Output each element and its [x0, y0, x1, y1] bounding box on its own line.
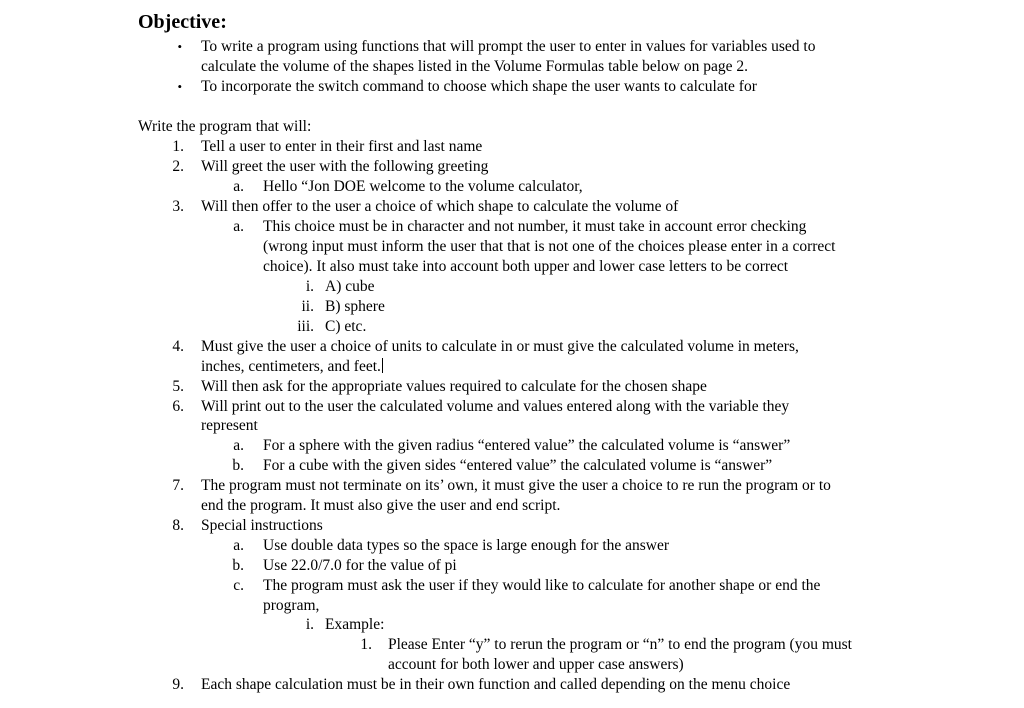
step-4-line-2: inches, centimeters, and feet.: [201, 358, 381, 375]
step-4-line-1: Must give the user a choice of units to calculate in or must give the calculated volume in meters,: [201, 338, 799, 355]
objective-1-line-2: calculate the volume of the shapes listed in the Volume Formulas table below on page 2.: [201, 58, 748, 75]
sub-item-letter: b.: [232, 557, 244, 574]
choice-etc: C) etc.: [325, 318, 367, 335]
choice-cube: A) cube: [325, 278, 375, 295]
step-8b-text: Use 22.0/7.0 for the value of pi: [263, 557, 457, 574]
roman-numeral: i.: [305, 616, 314, 633]
roman-numeral: iii.: [297, 318, 314, 335]
step-9-text: Each shape calculation must be in their own function and called depending on the menu choice: [201, 676, 791, 693]
step-3a-line-1: This choice must be in character and not number, it must take in account error checking: [263, 218, 807, 235]
step-number: 4.: [172, 338, 184, 355]
objective-1-line-1: To write a program using functions that will prompt the user to enter in values for variables used to: [201, 38, 816, 55]
step-number: 1.: [172, 138, 184, 155]
text-cursor: [382, 358, 383, 373]
step-number: 8.: [172, 517, 184, 534]
sub-item-letter: a.: [233, 178, 244, 195]
step-3a-line-3: choice). It also must take into account both upper and lower case letters to be correct: [263, 258, 789, 275]
example-label: Example:: [325, 616, 385, 633]
step-6b-text: For a cube with the given sides “entered value” the calculated volume is “answer”: [263, 457, 773, 474]
objective-heading: Objective:: [138, 11, 227, 33]
step-6-line-2: represent: [201, 417, 258, 434]
step-7-line-2: end the program. It must also give the user and end script.: [201, 497, 561, 514]
step-3a-line-2: (wrong input must inform the user that that is not one of the choices please enter in a correct: [263, 238, 836, 255]
step-6-line-1: Will print out to the user the calculated volume and values entered along with the variable they: [201, 398, 790, 415]
step-8-text: Special instructions: [201, 517, 323, 534]
step-number: 3.: [172, 198, 184, 215]
step-7-line-1: The program must not terminate on its’ own, it must give the user a choice to re run the program or to: [201, 477, 831, 494]
sub-item-letter: c.: [233, 577, 244, 594]
step-number: 2.: [172, 158, 184, 175]
objective-2-line-1: To incorporate the switch command to choose which shape the user wants to calculate for: [201, 78, 757, 95]
step-2-text: Will greet the user with the following greeting: [201, 158, 489, 175]
step-number: 6.: [172, 398, 184, 415]
step-5-text: Will then ask for the appropriate values required to calculate for the chosen shape: [201, 378, 707, 395]
step-8c-line-2: program,: [263, 597, 320, 614]
step-number: 9.: [172, 676, 184, 693]
sub-item-letter: a.: [233, 437, 244, 454]
bullet-icon: •: [177, 79, 182, 94]
step-3-text: Will then offer to the user a choice of which shape to calculate the volume of: [201, 198, 679, 215]
step-8a-text: Use double data types so the space is large enough for the answer: [263, 537, 670, 554]
step-8c-line-1: The program must ask the user if they would like to calculate for another shape or end the: [263, 577, 821, 594]
step-2a-text: Hello “Jon DOE welcome to the volume calculator,: [263, 178, 583, 195]
step-1-text: Tell a user to enter in their first and last name: [201, 138, 483, 155]
sub-item-letter: a.: [233, 537, 244, 554]
step-6a-text: For a sphere with the given radius “entered value” the calculated volume is “answer”: [263, 437, 791, 454]
step-number: 7.: [172, 477, 184, 494]
sub-item-letter: a.: [233, 218, 244, 235]
step-number: 5.: [172, 378, 184, 395]
roman-numeral: ii.: [301, 298, 314, 315]
roman-numeral: i.: [305, 278, 314, 295]
example-number: 1.: [360, 636, 372, 653]
sub-item-letter: b.: [232, 457, 244, 474]
example-line-2: account for both lower and upper case answers): [388, 656, 684, 673]
bullet-icon: •: [177, 39, 182, 54]
example-line-1: Please Enter “y” to rerun the program or “n” to end the program (you must: [388, 636, 852, 653]
choice-sphere: B) sphere: [325, 298, 385, 315]
intro-text: Write the program that will:: [138, 118, 312, 135]
